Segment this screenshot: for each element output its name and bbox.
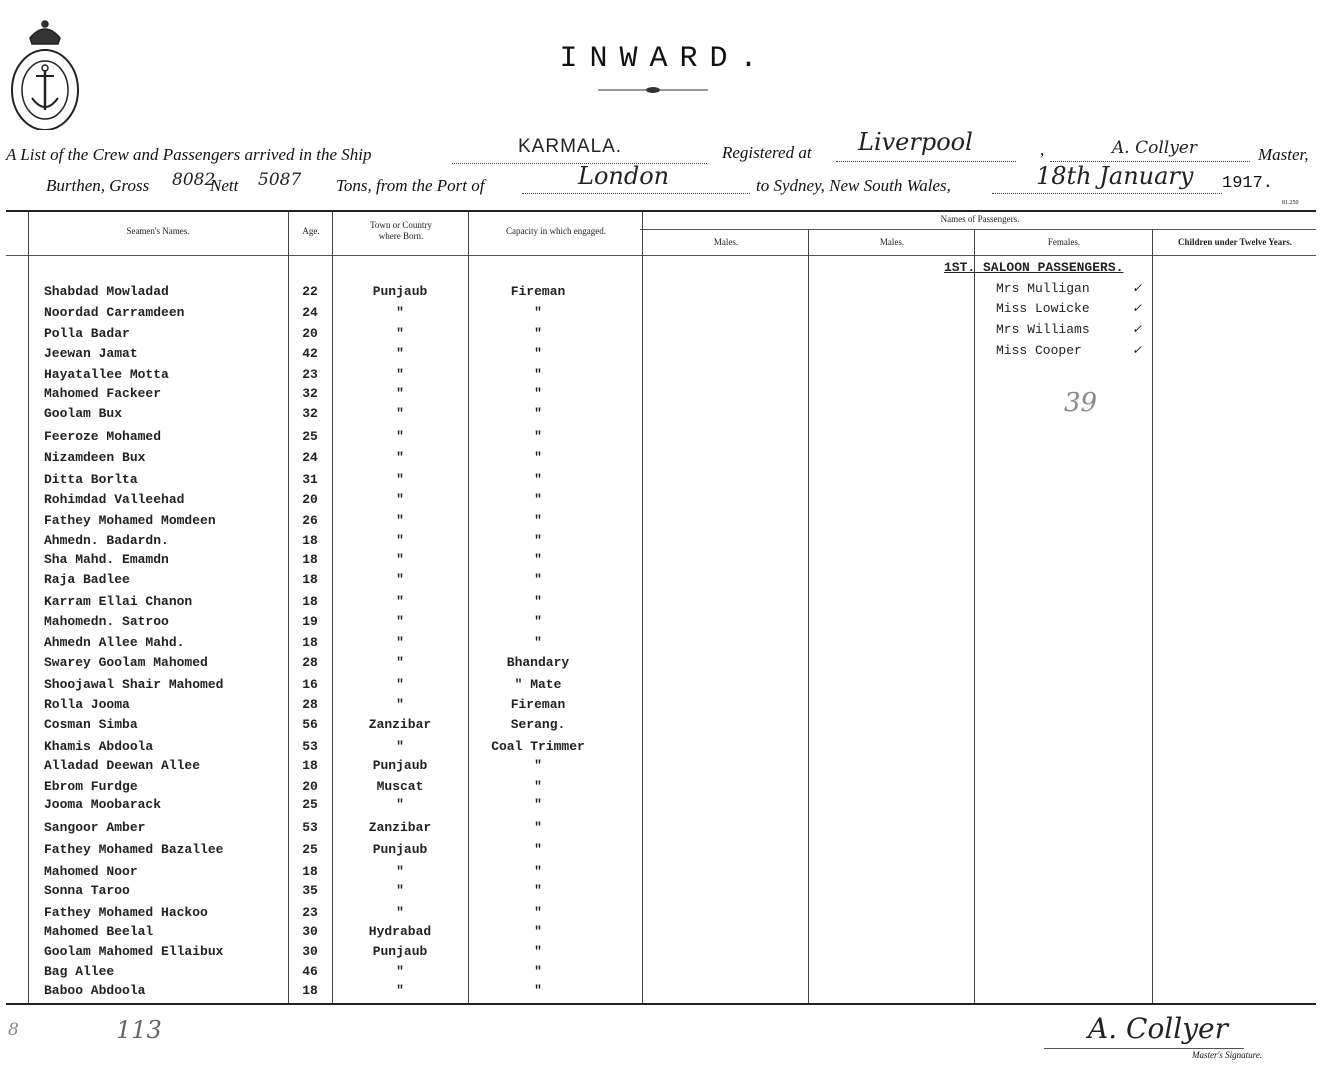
- crew-name: Mahomed Fackeer: [44, 386, 162, 401]
- crew-age: 25: [302, 797, 318, 812]
- crew-capacity: Serang.: [510, 717, 566, 732]
- crew-town: ": [396, 533, 404, 548]
- crew-name: Fathey Mohamed Hackoo: [44, 905, 208, 920]
- crew-capacity: ": [534, 758, 542, 773]
- crew-town: Zanzibar: [368, 717, 432, 732]
- crew-age: 20: [302, 326, 318, 341]
- crew-age: 56: [302, 717, 318, 732]
- page-title: INWARD.: [559, 42, 770, 76]
- column-divider: [974, 230, 975, 1003]
- crew-name: Sonna Taroo: [44, 883, 130, 898]
- column-divider: [332, 212, 333, 1003]
- table-top-rule: [6, 210, 1316, 212]
- signature-line: [1044, 1048, 1244, 1049]
- crew-name: Hayatallee Motta: [44, 367, 169, 382]
- crew-age: 18: [302, 594, 318, 609]
- column-divider: [288, 212, 289, 1003]
- crew-capacity: ": [534, 964, 542, 979]
- crew-age: 22: [302, 284, 318, 299]
- crew-capacity: Coal Trimmer: [491, 739, 585, 754]
- check-mark-icon: ✓: [1132, 281, 1143, 295]
- crew-capacity: ": [534, 842, 542, 857]
- crew-capacity: " Mate: [514, 677, 562, 692]
- crew-age: 30: [302, 944, 318, 959]
- crew-town: ": [396, 614, 404, 629]
- crew-town: ": [396, 406, 404, 421]
- crew-town: ": [396, 964, 404, 979]
- crew-age: 18: [302, 864, 318, 879]
- crew-name: Polla Badar: [44, 326, 130, 341]
- arrival-year: 1917.: [1222, 174, 1274, 193]
- crew-age: 53: [302, 820, 318, 835]
- crew-name: Ahmedn. Badardn.: [44, 533, 169, 548]
- crew-name: Mahomed Noor: [44, 864, 138, 879]
- female-passenger-name: Miss Lowicke: [996, 301, 1090, 316]
- female-passenger-name: Mrs Williams: [996, 322, 1090, 337]
- crew-town: ": [396, 305, 404, 320]
- crew-town: ": [396, 472, 404, 487]
- crew-name: Mahomed Beelal: [44, 924, 154, 939]
- crew-capacity: ": [534, 346, 542, 361]
- crew-age: 24: [302, 305, 318, 320]
- crew-capacity: ": [534, 594, 542, 609]
- crew-name: Raja Badlee: [44, 572, 130, 587]
- crew-age: 35: [302, 883, 318, 898]
- crew-age: 23: [302, 367, 318, 382]
- crew-age: 30: [302, 924, 318, 939]
- crew-age: 28: [302, 655, 318, 670]
- header-text-4: Burthen, Gross: [46, 176, 150, 195]
- crew-capacity: ": [534, 905, 542, 920]
- crew-age: 18: [302, 572, 318, 587]
- crew-name: Bag Allee: [44, 964, 115, 979]
- crew-capacity: ": [534, 883, 542, 898]
- crew-age: 46: [302, 964, 318, 979]
- col-age: Age.: [302, 226, 320, 236]
- crew-town: ": [396, 635, 404, 650]
- crew-name: Ebrom Furdge: [44, 779, 138, 794]
- crew-capacity: ": [534, 797, 542, 812]
- crew-capacity: ": [534, 305, 542, 320]
- crew-name: Khamis Abdoola: [44, 739, 154, 754]
- crew-town: ": [396, 905, 404, 920]
- title-ornament-icon: [598, 86, 708, 94]
- crew-town: ": [396, 697, 404, 712]
- crew-town: Punjaub: [372, 842, 428, 857]
- crew-age: 20: [302, 779, 318, 794]
- header-text-5: Nett: [210, 176, 239, 195]
- master-signature: A. Collyer: [1088, 1012, 1228, 1045]
- female-passenger-name: Miss Cooper: [996, 343, 1082, 358]
- header-text-6: Tons, from the Port of: [336, 176, 485, 195]
- crew-capacity: ": [534, 779, 542, 794]
- crew-capacity: ": [534, 406, 542, 421]
- crew-age: 25: [302, 842, 318, 857]
- crew-town: Muscat: [376, 779, 424, 794]
- crew-age: 18: [302, 635, 318, 650]
- crew-capacity: ": [534, 635, 542, 650]
- column-divider: [1152, 230, 1153, 1003]
- crew-town: ": [396, 677, 404, 692]
- passengers-sub-rule: [640, 229, 1316, 230]
- col-children: Children under Twelve Years.: [1177, 237, 1292, 247]
- check-mark-icon: ✓: [1132, 322, 1143, 336]
- crew-town: ": [396, 572, 404, 587]
- crew-capacity: ": [534, 924, 542, 939]
- crew-name: Noordad Carramdeen: [44, 305, 185, 320]
- crew-town: ": [396, 326, 404, 341]
- crew-town: ": [396, 983, 404, 998]
- crew-capacity: ": [534, 492, 542, 507]
- crew-capacity: ": [534, 386, 542, 401]
- crew-town: ": [396, 883, 404, 898]
- col-males-2: Males.: [879, 237, 905, 247]
- crew-name: Karram Ellai Chanon: [44, 594, 193, 609]
- crew-town: Punjaub: [372, 758, 428, 773]
- col-town-1: Town or Country: [370, 220, 432, 230]
- column-divider: [468, 212, 469, 1003]
- header-text-1: A List of the Crew and Passengers arrived in the Ship: [6, 145, 372, 164]
- crew-town: ": [396, 429, 404, 444]
- crew-name: Rohimdad Valleehad: [44, 492, 185, 507]
- crew-age: 18: [302, 552, 318, 567]
- crew-capacity: ": [534, 820, 542, 835]
- master-name: A. Collyer: [1112, 138, 1197, 158]
- col-passengers: Names of Passengers.: [940, 214, 1020, 224]
- crew-capacity: ": [534, 429, 542, 444]
- crew-town: ": [396, 797, 404, 812]
- crew-capacity: Bhandary: [506, 655, 570, 670]
- check-mark-icon: ✓: [1132, 343, 1143, 357]
- crew-age: 16: [302, 677, 318, 692]
- crew-name: Sangoor Amber: [44, 820, 146, 835]
- signature-label: Master's Signature.: [1192, 1050, 1263, 1060]
- crew-name: Ditta Borlta: [44, 472, 138, 487]
- crew-town: ": [396, 552, 404, 567]
- crew-capacity: ": [534, 513, 542, 528]
- crew-name: Swarey Goolam Mahomed: [44, 655, 208, 670]
- crew-town: ": [396, 346, 404, 361]
- pencil-total: 113: [116, 1016, 162, 1044]
- crew-name: Goolam Mahomed Ellaibux: [44, 944, 224, 959]
- crew-town: ": [396, 655, 404, 670]
- crew-town: ": [396, 594, 404, 609]
- crew-age: 32: [302, 406, 318, 421]
- crew-name: Ahmedn Allee Mahd.: [44, 635, 185, 650]
- crew-capacity: ": [534, 572, 542, 587]
- crew-town: ": [396, 492, 404, 507]
- crew-age: 32: [302, 386, 318, 401]
- header-text-7: to Sydney, New South Wales,: [756, 176, 951, 195]
- crew-capacity: ": [534, 326, 542, 341]
- crew-town: ": [396, 450, 404, 465]
- crew-capacity: ": [534, 450, 542, 465]
- crew-name: Fathey Mohamed Bazallee: [44, 842, 224, 857]
- form-number: 81.250: [1282, 200, 1299, 206]
- registered-field-line: [836, 160, 1016, 162]
- crew-town: Punjaub: [372, 284, 428, 299]
- crew-age: 24: [302, 450, 318, 465]
- header-bottom-rule: [6, 255, 1316, 256]
- crew-name: Cosman Simba: [44, 717, 138, 732]
- table-bottom-rule: [6, 1003, 1316, 1005]
- crew-name: Fathey Mohamed Momdeen: [44, 513, 216, 528]
- crew-name: Shoojawal Shair Mahomed: [44, 677, 224, 692]
- crew-capacity: ": [534, 367, 542, 382]
- arrival-date: 18th January: [1036, 162, 1194, 190]
- crew-capacity: Fireman: [510, 284, 566, 299]
- crew-age: 31: [302, 472, 318, 487]
- crew-town: Hydrabad: [368, 924, 432, 939]
- crew-town: ": [396, 864, 404, 879]
- pencil-mark: 8: [8, 1020, 19, 1040]
- crew-name: Feeroze Mohamed: [44, 429, 162, 444]
- crew-age: 19: [302, 614, 318, 629]
- crew-age: 53: [302, 739, 318, 754]
- col-capacity: Capacity in which engaged.: [506, 226, 606, 236]
- column-divider: [808, 230, 809, 1003]
- crew-name: Jooma Moobarack: [44, 797, 162, 812]
- crew-capacity: ": [534, 864, 542, 879]
- pencil-note: 39: [1064, 388, 1098, 418]
- crew-town: ": [396, 367, 404, 382]
- ship-name: KARMALA.: [518, 136, 623, 157]
- crew-age: 18: [302, 983, 318, 998]
- port-field-line: [522, 192, 750, 194]
- crew-age: 42: [302, 346, 318, 361]
- crew-capacity: ": [534, 533, 542, 548]
- crew-capacity: ": [534, 983, 542, 998]
- female-passenger-name: Mrs Mulligan: [996, 281, 1090, 296]
- date-field-line: [992, 192, 1222, 194]
- crew-capacity: ": [534, 614, 542, 629]
- saloon-heading: 1ST. SALOON PASSENGERS.: [944, 260, 1124, 275]
- crew-town: Zanzibar: [368, 820, 432, 835]
- comma: ,: [1040, 140, 1045, 159]
- header-text-3: Master,: [1258, 145, 1309, 164]
- crew-capacity: ": [534, 552, 542, 567]
- crew-name: Sha Mahd. Emamdn: [44, 552, 169, 567]
- column-divider: [28, 212, 29, 1003]
- col-town-2: where Born.: [378, 231, 424, 241]
- crew-town: ": [396, 386, 404, 401]
- nett-tonnage: 5087: [258, 170, 302, 190]
- gross-tonnage: 8082: [172, 170, 216, 190]
- crew-name: Jeewan Jamat: [44, 346, 138, 361]
- crew-name: Alladad Deewan Allee: [44, 758, 201, 773]
- col-females: Females.: [1047, 237, 1081, 247]
- crew-name: Shabdad Mowladad: [44, 284, 169, 299]
- crew-town: Punjaub: [372, 944, 428, 959]
- crew-capacity: Fireman: [510, 697, 566, 712]
- crew-town: ": [396, 739, 404, 754]
- crew-age: 20: [302, 492, 318, 507]
- crew-age: 23: [302, 905, 318, 920]
- crew-capacity: ": [534, 944, 542, 959]
- crew-age: 26: [302, 513, 318, 528]
- crew-town: ": [396, 513, 404, 528]
- col-males-1: Males.: [713, 237, 739, 247]
- crew-age: 28: [302, 697, 318, 712]
- crew-name: Baboo Abdoola: [44, 983, 146, 998]
- crew-name: Nizamdeen Bux: [44, 450, 146, 465]
- header-text-2: Registered at: [722, 143, 812, 162]
- col-seamens-names: Seamen's Names.: [126, 226, 190, 236]
- crew-age: 18: [302, 533, 318, 548]
- registered-port: Liverpool: [858, 128, 973, 156]
- crew-age: 18: [302, 758, 318, 773]
- departure-port: London: [578, 162, 670, 190]
- check-mark-icon: ✓: [1132, 301, 1143, 315]
- crew-capacity: ": [534, 472, 542, 487]
- column-divider: [642, 212, 643, 1003]
- crew-name: Goolam Bux: [44, 406, 123, 421]
- crew-age: 25: [302, 429, 318, 444]
- crew-name: Rolla Jooma: [44, 697, 130, 712]
- crew-name: Mahomedn. Satroo: [44, 614, 169, 629]
